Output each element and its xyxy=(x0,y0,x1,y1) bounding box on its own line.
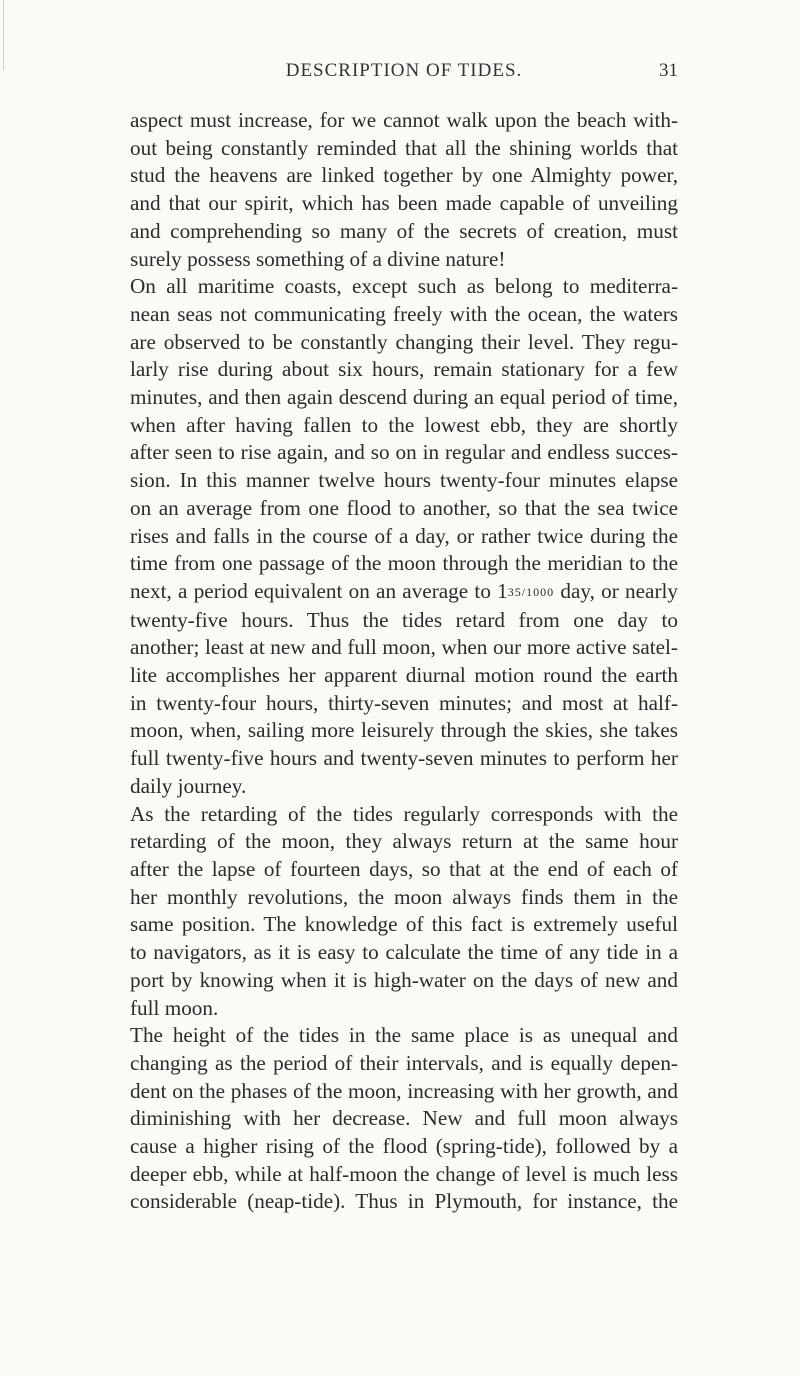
text-line: On all maritime coasts, except such as belong to mediterra- xyxy=(130,274,678,299)
text-line: on an average from one flood to another, so that the sea twice xyxy=(130,495,678,520)
text-line: in twenty-four hours, thirty-seven minutes; and most at half- xyxy=(130,690,678,715)
text-line: full twenty-five hours and twenty-seven minutes to perform her xyxy=(130,746,678,771)
text-line: and that our spirit, which has been made capable of unveiling xyxy=(130,191,678,216)
text-line: and comprehending so many of the secrets of creation, must xyxy=(130,218,678,243)
text-line: same position. The knowledge of this fact is extremely useful xyxy=(130,912,678,937)
text-line: to navigators, as it is easy to calculate the time of any tide in a xyxy=(130,940,678,965)
text-line: out being constantly reminded that all the shining worlds that xyxy=(130,135,678,160)
text-line: are observed to be constantly changing their level. They regu- xyxy=(130,329,678,354)
fraction: 35/1000 xyxy=(507,584,555,599)
text-line: cause a higher rising of the flood (spring-tide), followed by a xyxy=(130,1134,678,1159)
text-line: diminishing with her decrease. New and full moon always xyxy=(130,1106,678,1131)
fraction-line-before: next, a period equivalent on an average to 1 xyxy=(130,578,508,603)
text-line: sion. In this manner twelve hours twenty-four minutes elapse xyxy=(130,468,678,493)
page-number: 31 xyxy=(659,60,678,81)
text-line: surely possess something of a divine nature! xyxy=(130,246,506,271)
page-header xyxy=(130,60,678,90)
text-line: nean seas not communicating freely with the ocean, the waters xyxy=(130,301,678,326)
text-line: twenty-five hours. Thus the tides retard from one day to xyxy=(130,607,678,632)
text-line-with-fraction xyxy=(130,578,678,607)
page-edge xyxy=(3,0,4,70)
text-line: dent on the phases of the moon, increasing with her growth, and xyxy=(130,1078,678,1103)
text-line: aspect must increase, for we cannot walk upon the beach with- xyxy=(130,108,678,132)
text-line: rises and falls in the course of a day, or rather twice during the xyxy=(130,523,678,548)
text-line: time from one passage of the moon through the meridian to the xyxy=(130,551,678,576)
text-line: lite accomplishes her apparent diurnal motion round the earth xyxy=(130,663,678,688)
text-line: daily journey. xyxy=(130,773,247,798)
fraction-line-after: day, or nearly xyxy=(554,578,678,603)
text-line: The height of the tides in the same place is as unequal and xyxy=(130,1023,678,1048)
text-line: after the lapse of fourteen days, so that at the end of each of xyxy=(130,856,678,881)
text-line: considerable (neap-tide). Thus in Plymouth, for instance, the xyxy=(130,1189,678,1214)
text-line: her monthly revolutions, the moon always finds them in the xyxy=(130,884,678,909)
text-line: deeper ebb, while at half-moon the change of level is much less xyxy=(130,1161,678,1186)
text-line: minutes, and then again descend during an equal period of time, xyxy=(130,385,678,410)
text-line: changing as the period of their intervals, and is equally depen- xyxy=(130,1050,678,1075)
text-line: port by knowing when it is high-water on the days of new and xyxy=(130,967,678,992)
text-line: another; least at new and full moon, when our more active satel- xyxy=(130,635,678,660)
text-line: full moon. xyxy=(130,995,219,1020)
text-line: As the retarding of the tides regularly corresponds with the xyxy=(130,801,678,826)
text-line: larly rise during about six hours, remain stationary for a few xyxy=(130,357,678,382)
text-line: when after having fallen to the lowest ebb, they are shortly xyxy=(130,412,678,437)
text-line: stud the heavens are linked together by one Almighty power, xyxy=(130,163,678,188)
text-line: moon, when, sailing more leisurely through the skies, she takes xyxy=(130,718,678,743)
text-line: after seen to rise again, and so on in regular and endless succes- xyxy=(130,440,678,465)
running-head: DESCRIPTION OF TIDES. xyxy=(285,60,523,81)
body-text xyxy=(130,107,678,1216)
text-line: retarding of the moon, they always return at the same hour xyxy=(130,829,678,854)
